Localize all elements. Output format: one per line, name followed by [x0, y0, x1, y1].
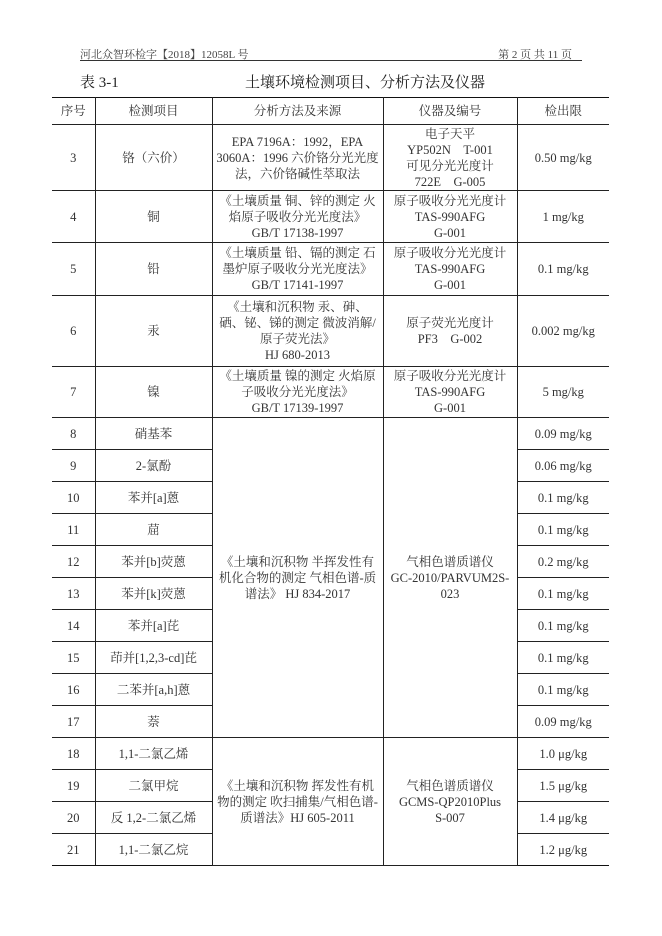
row-number: 13: [52, 578, 95, 610]
instrument: 原子吸收分光光度计 TAS-990AFG G-001: [383, 191, 517, 243]
detection-item: 1,1-二氯乙烷: [95, 834, 212, 866]
column-header: 序号: [52, 98, 95, 125]
analysis-method: EPA 7196A：1992，EPA 3060A：1996 六价铬分光光度法，六价铬碱性萃取法: [212, 125, 383, 191]
table-title: 土壤环境检测项目、分析方法及仪器: [245, 75, 486, 91]
row-number: 9: [52, 450, 95, 482]
table-row: [52, 367, 609, 418]
row-number: 6: [52, 296, 95, 367]
detection-item: 茚并[1,2,3-cd]芘: [95, 642, 212, 674]
table-row: [52, 296, 609, 367]
detection-limit: 1.0 μg/kg: [517, 738, 609, 770]
table-number: 表 3-1: [80, 75, 119, 91]
row-number: 8: [52, 418, 95, 450]
page-number: 第 2 页 共 11 页: [498, 49, 572, 61]
detection-limit: 1.4 μg/kg: [517, 802, 609, 834]
row-number: 7: [52, 367, 95, 418]
row-number: 18: [52, 738, 95, 770]
detection-limit: 0.1 mg/kg: [517, 610, 609, 642]
row-number: 14: [52, 610, 95, 642]
detection-item: 铅: [95, 243, 212, 296]
instrument: 原子吸收分光光度计 TAS-990AFG G-001: [383, 243, 517, 296]
detection-item: 汞: [95, 296, 212, 367]
detection-item: 䓛: [95, 514, 212, 546]
detection-item: 铜: [95, 191, 212, 243]
detection-limit: 0.09 mg/kg: [517, 706, 609, 738]
detection-item: 二苯并[a,h]蒽: [95, 674, 212, 706]
table-row: [52, 738, 609, 770]
instrument: 原子荧光光度计 PF3 G-002: [383, 296, 517, 367]
row-number: 3: [52, 125, 95, 191]
row-number: 10: [52, 482, 95, 514]
detection-limit: 0.1 mg/kg: [517, 674, 609, 706]
column-header: 检测项目: [95, 98, 212, 125]
analysis-method: 《土壤和沉积物 汞、砷、硒、铋、锑的测定 微波消解/原子荧光法》 HJ 680-2013: [212, 296, 383, 367]
analysis-method: 《土壤质量 铅、镉的测定 石墨炉原子吸收分光光度法》GB/T 17141-1997: [212, 243, 383, 296]
row-number: 15: [52, 642, 95, 674]
row-number: 17: [52, 706, 95, 738]
detection-limit: 0.2 mg/kg: [517, 546, 609, 578]
row-number: 20: [52, 802, 95, 834]
analysis-method: 《土壤和沉积物 半挥发性有机化合物的测定 气相色谱-质谱法》 HJ 834-2017: [212, 418, 383, 738]
page-header: [80, 44, 582, 61]
report-number: 河北众智环检字【2018】12058L 号: [80, 49, 249, 61]
detection-limit: 0.50 mg/kg: [517, 125, 609, 191]
detection-item: 苯并[a]芘: [95, 610, 212, 642]
column-header: 仪器及编号: [383, 98, 517, 125]
detection-limit: 1.5 μg/kg: [517, 770, 609, 802]
detection-limit: 5 mg/kg: [517, 367, 609, 418]
detection-item: 镍: [95, 367, 212, 418]
detection-limit: 0.1 mg/kg: [517, 642, 609, 674]
detection-limit: 0.1 mg/kg: [517, 243, 609, 296]
analysis-method: 《土壤质量 铜、锌的测定 火焰原子吸收分光光度法》 GB/T 17138-1997: [212, 191, 383, 243]
column-header: 分析方法及来源: [212, 98, 383, 125]
detection-limit: 0.002 mg/kg: [517, 296, 609, 367]
instrument: 原子吸收分光光度计 TAS-990AFG G-001: [383, 367, 517, 418]
detection-item: 苯并[b]荧蒽: [95, 546, 212, 578]
detection-item: 苯并[k]荧蒽: [95, 578, 212, 610]
analysis-method: 《土壤质量 镍的测定 火焰原子吸收分光光度法》 GB/T 17139-1997: [212, 367, 383, 418]
table-row: [52, 418, 609, 450]
row-number: 16: [52, 674, 95, 706]
detection-item: 二氯甲烷: [95, 770, 212, 802]
row-number: 19: [52, 770, 95, 802]
detection-item: 2-氯酚: [95, 450, 212, 482]
column-header: 检出限: [517, 98, 609, 125]
detection-item: 苯并[a]蒽: [95, 482, 212, 514]
detection-limit: 1 mg/kg: [517, 191, 609, 243]
detection-limit: 0.09 mg/kg: [517, 418, 609, 450]
detection-limit: 0.1 mg/kg: [517, 578, 609, 610]
table-row: [52, 243, 609, 296]
row-number: 11: [52, 514, 95, 546]
table-header-row: [52, 98, 609, 125]
row-number: 21: [52, 834, 95, 866]
table-row: [52, 125, 609, 191]
row-number: 5: [52, 243, 95, 296]
instrument: 气相色谱质谱仪 GC-2010/PARVUM2S-023: [383, 418, 517, 738]
detection-table: [52, 97, 609, 866]
detection-limit: 0.1 mg/kg: [517, 514, 609, 546]
analysis-method: 《土壤和沉积物 挥发性有机物的测定 吹扫捕集/气相色谱-质谱法》HJ 605-2011: [212, 738, 383, 866]
row-number: 12: [52, 546, 95, 578]
detection-limit: 1.2 μg/kg: [517, 834, 609, 866]
table-row: [52, 191, 609, 243]
detection-item: 1,1-二氯乙烯: [95, 738, 212, 770]
detection-item: 铬（六价）: [95, 125, 212, 191]
detection-limit: 0.06 mg/kg: [517, 450, 609, 482]
row-number: 4: [52, 191, 95, 243]
instrument: 气相色谱质谱仪 GCMS-QP2010Plus S-007: [383, 738, 517, 866]
detection-item: 反 1,2-二氯乙烯: [95, 802, 212, 834]
detection-limit: 0.1 mg/kg: [517, 482, 609, 514]
detection-item: 硝基苯: [95, 418, 212, 450]
detection-item: 萘: [95, 706, 212, 738]
instrument: 电子天平 YP502N T-001 可见分光光度计 722E G-005: [383, 125, 517, 191]
